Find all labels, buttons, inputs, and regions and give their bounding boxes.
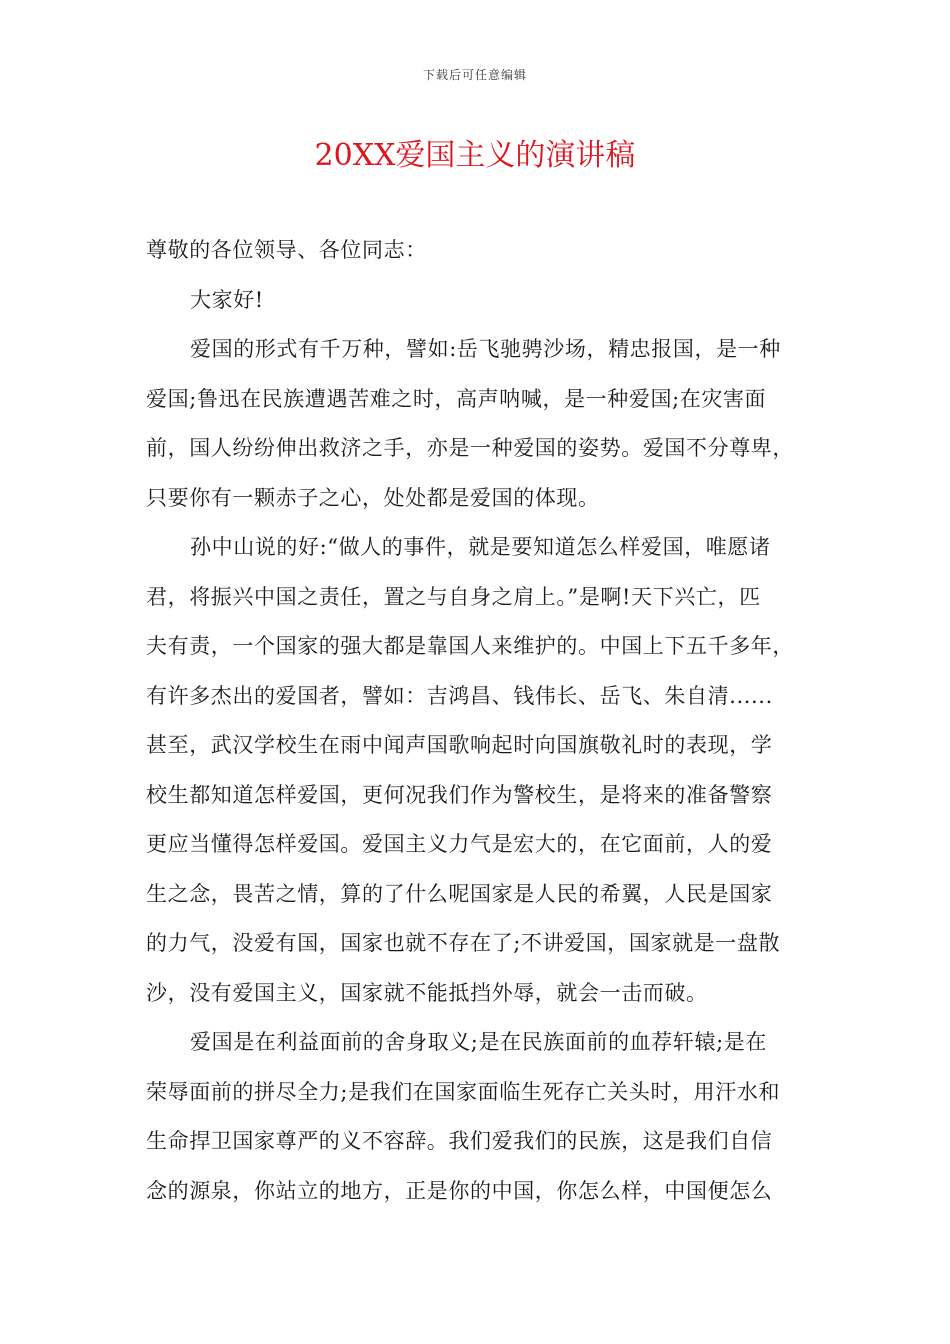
paragraph-line: 夫有责，一个国家的强大都是靠国人来维护的。中国上下五千多年， (146, 634, 794, 658)
document-title: 20XX爱国主义的演讲稿 (314, 138, 636, 173)
document-body (146, 226, 806, 1216)
paragraph-line: 念的源泉，你站立的地方，正是你的中国，你怎么样，中国便怎么 (146, 1178, 773, 1203)
page-header-note: 下载后可任意编辑 (422, 68, 527, 82)
paragraph-line: 荣辱面前的拼尽全力;是我们在国家面临生死存亡关头时，用汗水和 (146, 1079, 781, 1104)
paragraph-line: 只要你有一颗赤子之心，处处都是爱国的体现。 (146, 485, 600, 510)
paragraph-line: 前，国人纷纷伸出救济之手，亦是一种爱国的姿势。爱国不分尊卑， (146, 436, 794, 460)
paragraph-line: 甚至，武汉学校生在雨中闻声国歌响起时向国旗敬礼时的表现，学 (146, 733, 773, 757)
paragraph-line: 爱国是在利益面前的舍身取义;是在民族面前的血荐轩辕;是在 (190, 1030, 767, 1054)
paragraph-line: 沙，没有爱国主义，国家就不能抵挡外辱，就会一击而破。 (146, 980, 708, 1005)
paragraph-line: 爱国;鲁迅在民族遭遇苦难之时，高声呐喊，是一种爱国;在灾害面 (146, 386, 767, 411)
paragraph-line: 生命捍卫国家尊严的义不容辞。我们爱我们的民族，这是我们自信 (146, 1129, 773, 1153)
paragraph-line: 爱国的形式有千万种，譬如:岳飞驰骋沙场，精忠报国，是一种 (190, 337, 781, 361)
salutation: 尊敬的各位领导、各位同志： (146, 238, 427, 262)
paragraph-line: 的力气，没爱有国，国家也就不存在了;不讲爱国，国家就是一盘散 (146, 931, 781, 955)
paragraph-line: 有许多杰出的爱国者，譬如：吉鸿昌、钱伟长、岳飞、朱自清...... (146, 683, 773, 708)
paragraph-line: 生之念，畏苦之情，算的了什么呢国家是人民的希翼，人民是国家 (146, 881, 773, 906)
paragraph-line: 校生都知道怎样爱国，更何况我们作为警校生，是将来的准备警察 (146, 782, 773, 807)
paragraph-line: 更应当懂得怎样爱国。爱国主义力气是宏大的，在它面前，人的爱 (146, 832, 773, 856)
paragraph-line: 君，将振兴中国之责任，置之与自身之肩上。”是啊!天下兴亡，匹 (146, 584, 761, 609)
paragraph-line: 孙中山说的好:“做人的事件，就是要知道怎么样爱国，唯愿诸 (190, 535, 771, 559)
greeting: 大家好! (190, 287, 264, 312)
